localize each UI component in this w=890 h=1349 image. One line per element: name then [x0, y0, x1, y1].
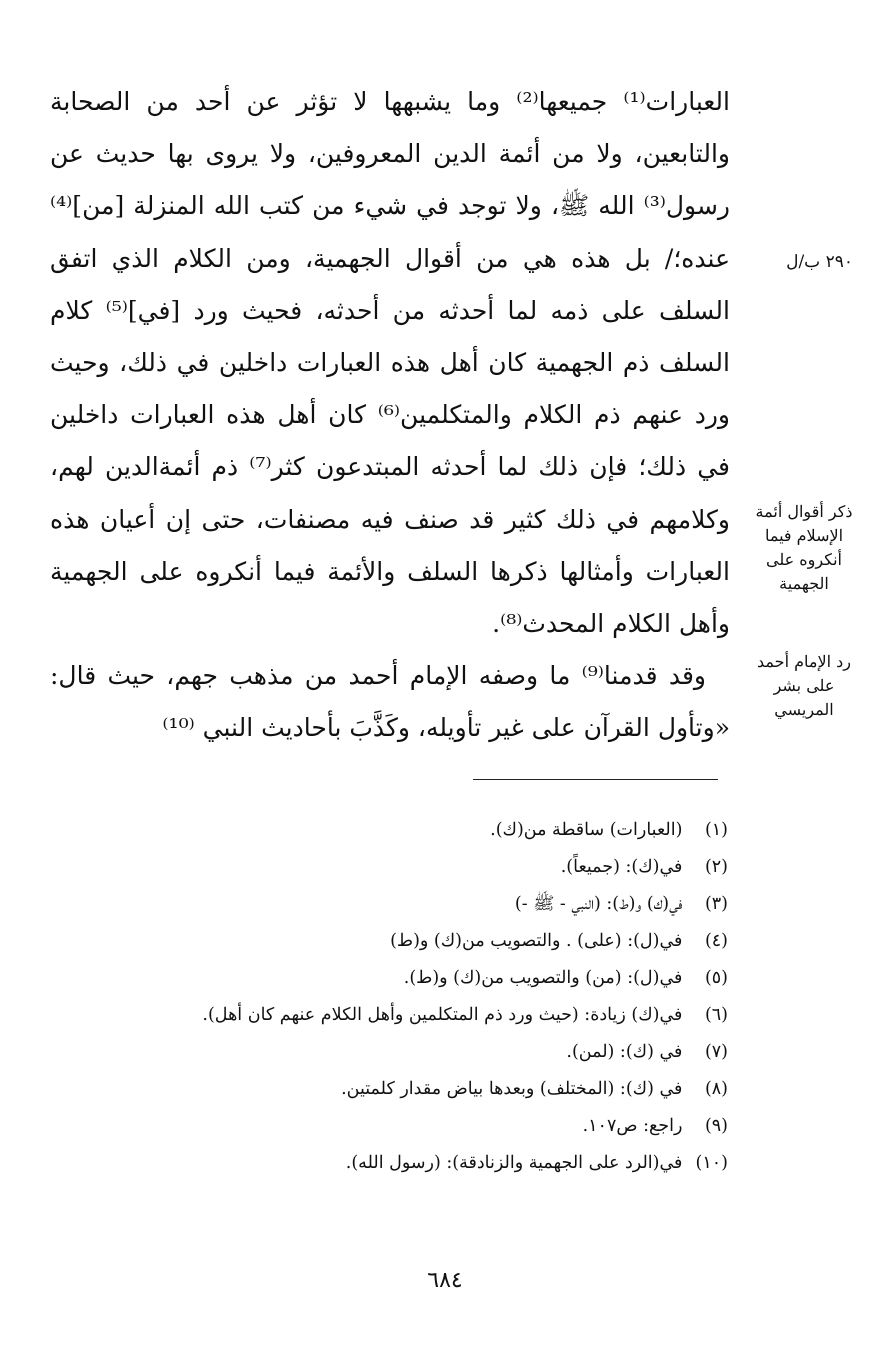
footnotes	[100, 812, 728, 1182]
footnote-number: (٢)	[704, 857, 728, 877]
footnote	[100, 997, 728, 1034]
footnote	[100, 923, 728, 960]
footnote-number: (١)	[704, 820, 728, 840]
margin-heading: رد الإمام أحمد على بشر المريسي	[757, 652, 851, 719]
footnote-number: (١٠)	[695, 1153, 728, 1173]
footnote-text: في(ك) زيادة: (حيث ورد ذم المتكلمين وأهل الكلام عنهم كان أهل).	[202, 1005, 683, 1025]
footnote	[100, 960, 728, 997]
footnote-text: في(ك) و(ط): (النبي - ﷺ -)	[514, 894, 683, 914]
footnote-number: (٣)	[704, 894, 728, 914]
body-paragraph: وقد قدمنا⁽⁹⁾ ما وصفه الإمام أحمد من مذهب جهم، حيث قال: «وتأول القرآن على غير تأويله، وكَذَّبَ بأحاديث النبي ⁽¹⁰⁾	[50, 661, 730, 743]
footnote-text: في(ك): (جميعاً).	[560, 857, 683, 877]
footnote-number: (٧)	[704, 1042, 728, 1062]
footnote	[100, 812, 728, 849]
footnote	[100, 849, 728, 886]
footnote-number: (٦)	[704, 1005, 728, 1025]
page-number: ٦٨٤	[427, 1268, 463, 1293]
footnote	[100, 1145, 728, 1182]
footnote-separator	[473, 779, 718, 780]
footnote-text: في(ل): (من) والتصويب من(ك) و(ط).	[403, 968, 683, 988]
footnote	[100, 886, 728, 923]
footnote	[100, 1034, 728, 1071]
footnote	[100, 1071, 728, 1108]
main-text	[50, 76, 730, 755]
footnote-number: (٤)	[704, 931, 728, 951]
manuscript-folio-ref: ٢٩٠ ب/ل	[786, 252, 853, 272]
footnote-text: في (ك): (المختلف) وبعدها بياض مقدار كلمتين.	[341, 1079, 683, 1099]
footnote-text: في (ك): (لمن).	[566, 1042, 683, 1062]
body-paragraph: العبارات⁽¹⁾ جميعها⁽²⁾ وما يشبهها لا تؤثر عن أحد من الصحابة والتابعين، ولا من أئمة الدين المعروفين، ولا يروى بها حديث عن رسول⁽³⁾ الله ﷺ، ولا توجد في شيء من كتب الله المنزلة [من]⁽⁴⁾ عنده؛/ بل هذه هي من أقوال الجهمية، ومن الكلام الذي اتفق السلف على ذمه لما أحدثه من أحدثه، فحيث ورد [في]⁽⁵⁾ كلام السلف ذم الجهمية كان أهل هذه العبارات داخلين في ذلك، وحيث ورد عنهم ذم الكلام والمتكلمين⁽⁶⁾ كان أهل هذه العبارات داخلين في ذلك؛ فإن ذلك لما أحدثه المبتدعون كثر⁽⁷⁾ ذم أئمةالدين لهم، وكلامهم في ذلك كثير قد صنف فيه مصنفات، حتى إن أعيان هذه العبارات وأمثالها ذكرها السلف والأئمة فيما أنكروه على الجهمية وأهل الكلام المحدث⁽⁸⁾.	[50, 87, 731, 639]
footnote-text: في(الرد على الجهمية والزنادقة): (رسول الله).	[345, 1153, 683, 1173]
footnote-number: (٥)	[704, 968, 728, 988]
footnote-text: في(ل): (على) . والتصويب من(ك) و(ط)	[390, 931, 683, 951]
footnote-number: (٨)	[704, 1079, 728, 1099]
margin-heading: ذكر أقوال أئمة الإسلام فيما أنكروه على الجهمية	[755, 502, 853, 593]
footnote-number: (٩)	[704, 1116, 728, 1136]
footnote	[100, 1108, 728, 1145]
footnote-text: (العبارات) ساقطة من(ك).	[490, 820, 683, 840]
footnote-text: راجع: ص١٠٧.	[582, 1116, 683, 1136]
